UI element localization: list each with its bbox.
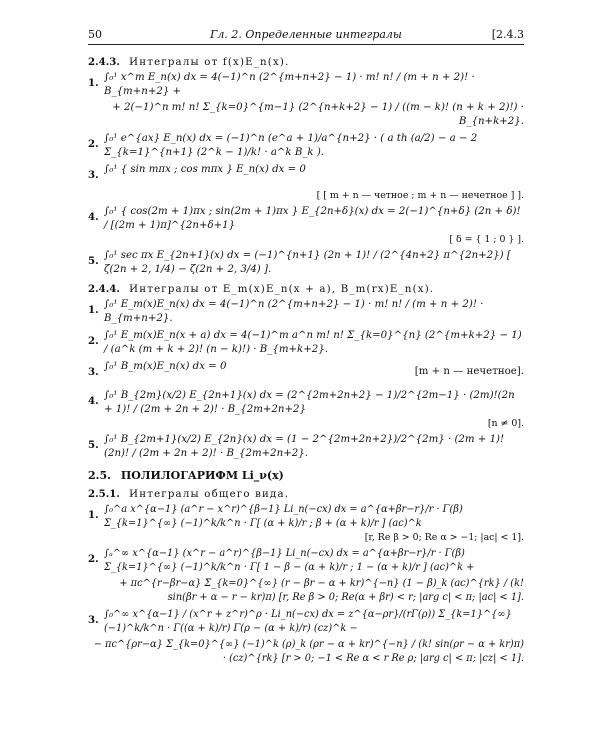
formula-item [88, 249, 524, 277]
formula-item [88, 389, 524, 417]
formula-item [88, 503, 524, 531]
formula-label: 1. [88, 509, 99, 521]
formula-item [88, 433, 524, 461]
subsection-heading: 2.4.3. Интегралы от f(x)E_n(x). [88, 56, 290, 68]
page-header [88, 28, 524, 45]
formula-label: 5. [88, 255, 99, 267]
formula: ∫₀¹ E_m(x)E_n(x) dx = 4(−1)^n (2^{m+n+2} − 1) · m! n! / (m + n + 2)! · B_{m+n+2}. [104, 299, 484, 324]
formula-condition: [ [ m + n — четное ; m + n — нечетное ] ]. [316, 190, 524, 201]
page-content [88, 50, 524, 669]
formula: ∫₀¹ { sin mπx ; cos mπx } E_n(x) dx = 0 [104, 164, 306, 175]
formula-item [88, 360, 524, 386]
formula-label: 3. [88, 614, 99, 626]
formula-item [88, 71, 524, 99]
formula-item [88, 163, 524, 189]
formula-label: 1. [88, 304, 99, 316]
formula-item [88, 205, 524, 233]
formula-continuation: + πc^{r−βr−α} Σ_{k=0}^{∞} (r − βr − α + kr)^{−n} (1 − β)_k (ac)^{rk} / (k! sin(βr + α − r − kr)π) [r, Re β > 0; Re(α + βr) < r; |arg c| < π; |ac| < 1]. [119, 578, 524, 603]
formula-label: 3. [88, 169, 99, 181]
formula-label: 2. [88, 138, 99, 150]
formula: ∫₀^∞ x^{α−1} / (x^r + z^r)^ρ · Li_n(−cx) dx = z^{α−ρr}/(rΓ(ρ)) Σ_{k=1}^{∞} (−1)^k/k^n · Γ((α + k)/r) Γ(ρ − (α + k)/r) (cz)^k − [104, 609, 512, 634]
formula-continuation: + 2(−1)^n m! n! Σ_{k=0}^{m−1} (2^{n+k+2} − 1) / ((m − k)! (n + k + 2)!) · B_{n+k+2}. [112, 102, 524, 127]
formula-condition: [m + n — нечетное]. [414, 366, 524, 377]
formula-label: 1. [88, 77, 99, 89]
formula: ∫₀¹ e^{ax} E_n(x) dx = (−1)^n (e^a + 1)/a^{n+2} · ( a th (a/2) − a − 2 Σ_{k=1}^{n+1} (2^k − 1)/k! · a^k B_k ). [104, 133, 478, 158]
section-ref: [2.4.3 [491, 28, 524, 41]
chapter-title: Гл. 2. Определенные интегралы [210, 28, 402, 41]
formula: ∫₀¹ x^m E_n(x) dx = 4(−1)^n (2^{m+n+2} − 1) · m! n! / (m + n + 2)! · B_{m+n+2} + [104, 72, 475, 97]
formula-condition: [ δ = { 1 ; 0 } ]. [449, 234, 524, 245]
formula: ∫ₐ^∞ x^{α−1} (x^r − a^r)^{β−1} Li_n(−cx) dx = a^{α+βr−r}/r · Γ(β) Σ_{k=1}^{∞} (−1)^k/k^n · Γ[ 1 − β − (α + k)/r ; 1 − (α + k)/r ] (ac)^k + [104, 548, 475, 573]
formula: ∫₀¹ E_m(x)E_n(x + a) dx = 4(−1)^m a^n m! n! Σ_{k=0}^{n} (2^{m+k+2} − 1) / (a^k (m + k + 2)! (n − k)!) · B_{m+k+2}. [104, 330, 522, 355]
subsection-heading: 2.5.1. Интегралы общего вида. [88, 488, 290, 500]
formula: ∫₀^a x^{α−1} (a^r − x^r)^{β−1} Li_n(−cx) dx = a^{α+βr−r}/r · Γ(β) Σ_{k=1}^{∞} (−1)^k/k^n · Γ[ (α + k)/r ; β + (α + k)/r ] (ac)^k [104, 504, 463, 529]
page-number: 50 [88, 28, 102, 41]
formula-label: 5. [88, 439, 99, 451]
formula: ∫₀¹ B_m(x)E_n(x) dx = 0 [104, 361, 227, 372]
subsection-heading: 2.4.4. Интегралы от E_m(x)E_n(x + a), B_m(rx)E_n(x). [88, 283, 435, 295]
formula-item [88, 608, 524, 636]
formula-label: 3. [88, 366, 99, 378]
formula-label: 4. [88, 211, 99, 223]
section-heading: 2.5. ПОЛИЛОГАРИФМ Li_ν(x) [88, 469, 284, 482]
formula-item [88, 298, 524, 326]
formula-item [88, 329, 524, 357]
formula-label: 2. [88, 553, 99, 565]
formula: ∫₀¹ B_{2m+1}(x/2) E_{2n}(x) dx = (1 − 2^{2m+2n+2})/2^{2m} · (2m + 1)!(2n)! / (2m + 2n + 2)! · B_{2m+2n+2}. [104, 434, 505, 459]
formula: ∫₀¹ B_{2m}(x/2) E_{2n+1}(x) dx = (2^{2m+2n+2} − 1)/2^{2m−1} · (2m)!(2n + 1)! / (2m + 2n + 2)! · B_{2m+2n+2} [104, 390, 515, 415]
formula-condition: [r, Re β > 0; Re α > −1; |ac| < 1]. [364, 532, 524, 543]
formula: ∫₀¹ { cos(2m + 1)πx ; sin(2m + 1)πx } E_{2n+δ}(x) dx = 2(−1)^{n+δ} (2n + δ)! / [(2m + 1)π]^{2n+δ+1} [104, 206, 521, 231]
formula-label: 4. [88, 395, 99, 407]
formula-item [88, 132, 524, 160]
formula-continuation: − πc^{ρr−α} Σ_{k=0}^{∞} (−1)^k (ρ)_k (ρr − α + kr)^{−n} / (k! sin(ρr − α + kr)π) · (cz)^{rk} [r > 0; −1 < Re α < r Re ρ; |arg c| < π; |cz| < 1]. [93, 639, 524, 664]
formula-condition: [n ≠ 0]. [487, 418, 524, 429]
formula-label: 2. [88, 335, 99, 347]
formula: ∫₀¹ sec πx E_{2n+1}(x) dx = (−1)^{n+1} (2n + 1)! / (2^{4n+2} π^{2n+2}) [ ζ(2n + 2, 1/4) − ζ(2n + 2, 3/4) ]. [104, 250, 511, 275]
formula-item [88, 547, 524, 575]
